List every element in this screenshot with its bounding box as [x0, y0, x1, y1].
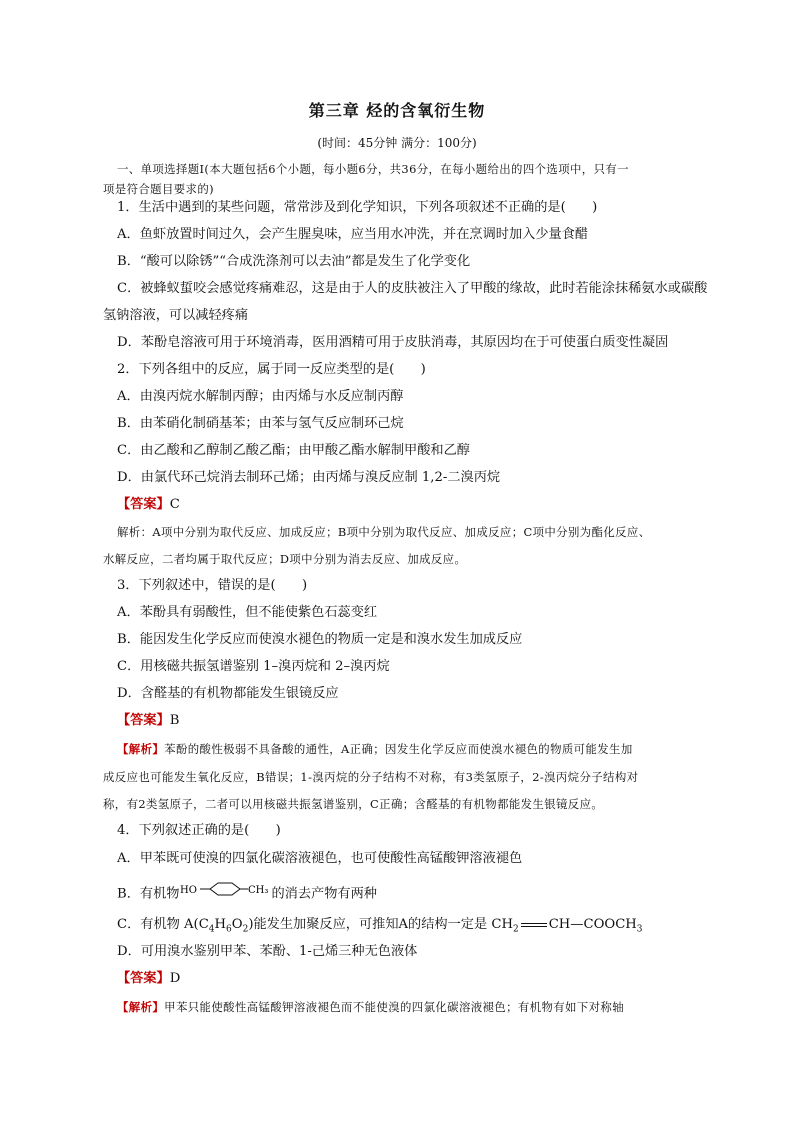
- double-bond-icon: [521, 921, 547, 929]
- question-2-stem: 2．下列各组中的反应，属于同一反应类型的是( ): [117, 362, 426, 377]
- cyclohexanol-structure-icon: [180, 882, 270, 906]
- question-2-option-d: D．由氯代环己烷消去制环己烯；由丙烯与溴反应制 1,2-二溴丙烷: [117, 470, 501, 485]
- question-2-explanation-line-2: 水解反应，二者均属于取代反应；D项中分别为消去反应、加成反应。: [103, 552, 467, 566]
- question-2-option-b: B．由苯硝化制硝基苯；由苯与氢气反应制环己烷: [117, 416, 404, 431]
- subscript: 3: [636, 924, 643, 935]
- answer-tag: 【答案】: [117, 713, 170, 728]
- question-3-explanation-line-2: 成反应也可能发生氧化反应，B错误；1-溴丙烷的分子结构不对称，有3类氢原子，2-溴丙烷分子结构对: [103, 770, 639, 784]
- explanation-text: 苯酚的酸性极弱不具备酸的通性，A正确；因发生化学反应而使溴水褪色的物质可能发生加: [164, 742, 633, 756]
- question-2-answer: [117, 496, 711, 514]
- mol-ch3-label: CH₃: [248, 885, 269, 896]
- answer-value: B: [169, 713, 180, 728]
- question-3-option-c: C．用核磁共振氢谱鉴别 1–溴丙烷和 2–溴丙烷: [117, 659, 390, 674]
- option-c-text: )能发生加聚反应，可推知A的结构一定是 CH: [248, 917, 513, 932]
- subscript: 6: [226, 924, 232, 935]
- section-heading-line-1: 一、单项选择题Ⅰ(本大题包括6个小题，每小题6分，共36分，在每小题给出的四个选项中，只有一: [117, 162, 629, 176]
- chapter-title: 第三章 烃的含氧衍生物: [308, 101, 486, 120]
- section-heading-line-2: 项是符合题目要求的): [103, 182, 214, 196]
- question-1-option-c-line-2: 氢钠溶液，可以减轻疼痛: [103, 308, 249, 323]
- question-4-option-d: D．可用溴水鉴别甲苯、苯酚、1-己烯三种无色液体: [117, 944, 418, 959]
- question-3-option-b: B．能因发生化学反应而使溴水褪色的物质一定是和溴水发生加成反应: [117, 632, 523, 647]
- explanation-text: 甲苯只能使酸性高锰酸钾溶液褪色而不能使溴的四氯化碳溶液褪色；有机物有如下对称轴: [164, 1000, 625, 1014]
- answer-value: D: [169, 971, 181, 986]
- question-3-stem: 3．下列叙述中，错误的是( ): [117, 578, 308, 593]
- explanation-tag: 【解析】: [117, 1000, 165, 1014]
- question-1-option-c-line-1: C．被蜂蚁蜇咬会感觉疼痛难忍，这是由于人的皮肤被注入了甲酸的缘故，此时若能涂抹稀氨水或碳酸: [117, 281, 708, 296]
- question-4-answer: [117, 970, 711, 988]
- question-2-option-a: A．由溴丙烷水解制丙醇；由丙烯与水反应制丙醇: [117, 389, 404, 404]
- option-b-prefix: B．有机物: [117, 886, 180, 902]
- question-1-option-a: A．鱼虾放置时间过久，会产生腥臭味，应当用水冲洗，并在烹调时加入少量食醋: [117, 227, 589, 242]
- question-1-option-b: B．“酸可以除锈”“合成洗涤剂可以去油”都是发生了化学变化: [117, 254, 471, 269]
- option-c-text: H: [214, 917, 227, 932]
- answer-tag: 【答案】: [117, 971, 170, 986]
- question-3-explanation-line-3: 称，有2类氢原子，二者可以用核磁共振氢谱鉴别，C正确；含醛基的有机物都能发生银镜反应。: [103, 797, 604, 811]
- answer-value: C: [169, 497, 180, 512]
- subscript: 4: [208, 924, 215, 935]
- option-c-text: CH—COOCH: [548, 917, 637, 932]
- mol-ho-label: HO: [180, 885, 198, 896]
- option-c-text: O: [231, 917, 243, 932]
- exam-meta: (时间：45分钟 满分：100分): [317, 136, 477, 150]
- subscript: 2: [512, 924, 519, 935]
- option-c-text: C．有机物 A(C: [117, 917, 209, 932]
- question-1-stem: 1．生活中遇到的某些问题，常常涉及到化学知识，下列各项叙述不正确的是( ): [117, 200, 598, 215]
- question-4-explanation-line-1: [117, 998, 711, 1016]
- question-1-option-d: D．苯酚皂溶液可用于环境消毒，医用酒精可用于皮肤消毒，其原因均在于可使蛋白质变性凝固: [117, 335, 669, 350]
- question-4-option-c: [117, 916, 711, 939]
- question-4-stem: 4．下列叙述正确的是( ): [117, 823, 281, 838]
- question-3-option-a: A．苯酚具有弱酸性，但不能使紫色石蕊变红: [117, 605, 378, 620]
- question-3-answer: [117, 712, 711, 730]
- option-b-suffix: 的消去产物有两种: [271, 886, 377, 902]
- question-2-option-c: C．由乙酸和乙醇制乙酸乙酯；由甲酸乙酯水解制甲酸和乙醇: [117, 443, 470, 458]
- question-3-explanation-line-1: [117, 740, 711, 758]
- answer-tag: 【答案】: [117, 497, 170, 512]
- question-2-explanation-line-1: 解析：A项中分别为取代反应、加成反应；B项中分别为取代反应、加成反应；C项中分别为酯化反应、: [117, 525, 651, 539]
- subscript: 2: [242, 924, 249, 935]
- explanation-tag: 【解析】: [117, 742, 165, 756]
- question-4-option-b: [117, 882, 711, 906]
- question-3-option-d: D．含醛基的有机物都能发生银镜反应: [117, 686, 339, 701]
- question-4-option-a: A．甲苯既可使溴的四氯化碳溶液褪色，也可使酸性高锰酸钾溶液褪色: [117, 851, 523, 866]
